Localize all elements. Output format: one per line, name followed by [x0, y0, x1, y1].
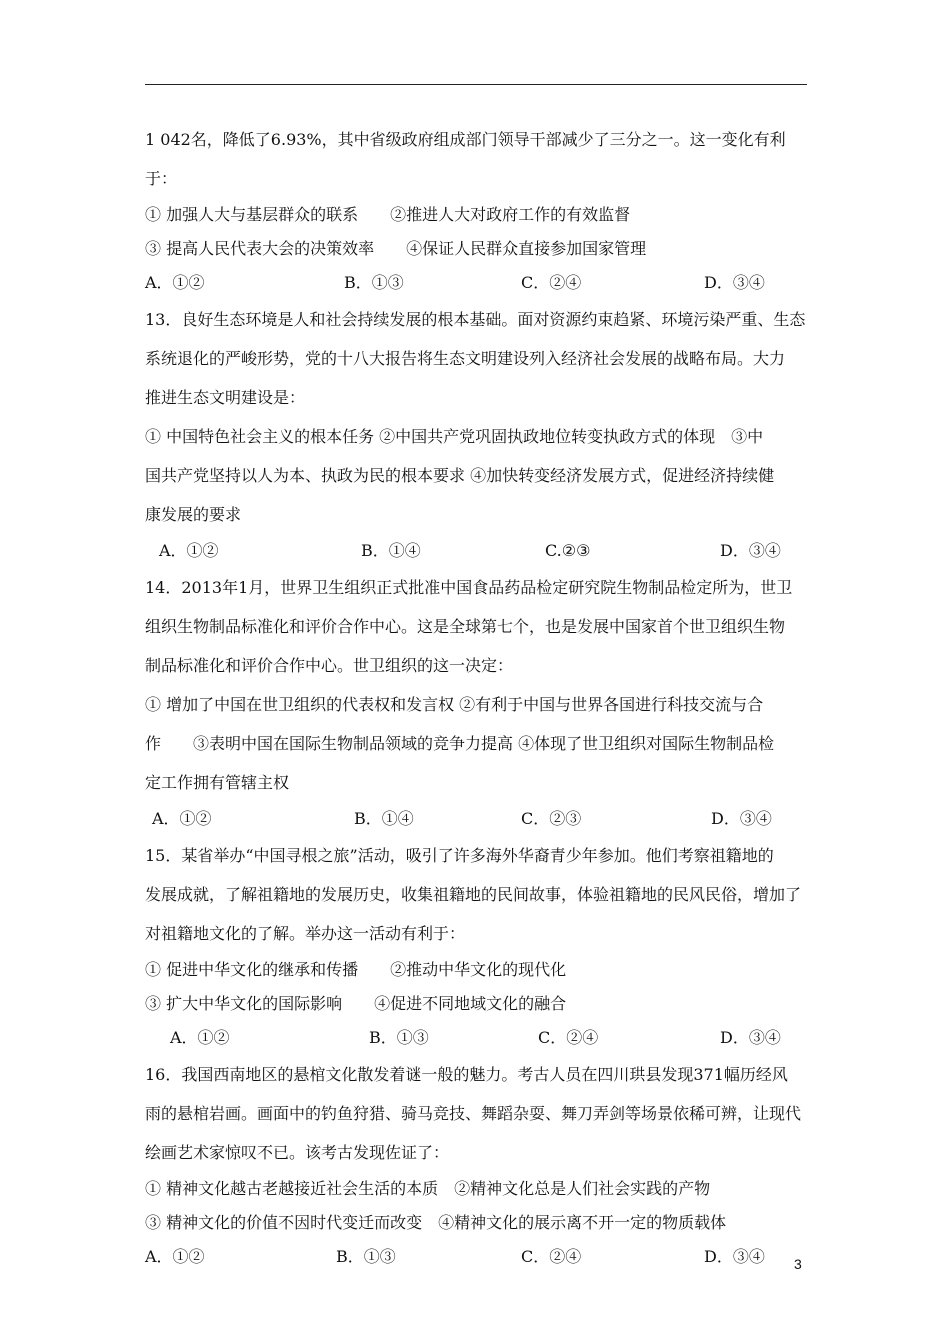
question-stem-line: 于：	[145, 169, 178, 188]
question-item-line: 康发展的要求	[145, 505, 242, 524]
question-13	[145, 300, 807, 568]
page-content	[145, 120, 807, 1274]
option-c: C.②③	[545, 541, 591, 560]
question-stem-line: 绘画艺术家惊叹不已。该考古发现佐证了：	[145, 1143, 450, 1162]
option-a: A．①②	[152, 809, 212, 828]
question-item-line: ① 中国特色社会主义的根本任务 ②中国共产党巩固执政地位转变执政方式的体现 ③中	[145, 427, 764, 446]
question-stem-line: 系统退化的严峻形势，党的十八大报告将生态文明建设列入经济社会发展的战略布局。大力	[145, 349, 786, 368]
question-stem-line: 发展成就，了解祖籍地的发展历史，收集祖籍地的民间故事，体验祖籍地的民风民俗，增加了	[145, 885, 802, 904]
question-item-line: 国共产党坚持以人为本、执政为民的根本要求 ④加快转变经济发展方式，促进经济持续健	[145, 466, 775, 485]
option-c: C．②③	[521, 809, 582, 828]
question-item-line: 作 ③表明中国在国际生物制品领域的竞争力提高 ④体现了世卫组织对国际生物制品检	[145, 734, 775, 753]
option-d: D．③④	[720, 541, 781, 560]
option-d: D．③④	[704, 273, 765, 292]
question-stem-line: 14．2013年1月，世界卫生组织正式批准中国食品药品检定研究院生物制品检定所为，世卫	[145, 578, 793, 597]
option-a: A．①②	[159, 541, 219, 560]
question-item-line: 定工作拥有管辖主权	[145, 773, 290, 792]
question-15	[145, 836, 807, 1055]
answer-options	[145, 534, 807, 568]
question-stem-line: 推进生态文明建设是：	[145, 388, 306, 407]
option-b: B．①③	[369, 1028, 429, 1047]
question-stem-line: 15．某省举办“中国寻根之旅”活动，吸引了许多海外华裔青少年参加。他们考察祖籍地的	[145, 846, 774, 865]
question-stem-line: 制品标准化和评价合作中心。世卫组织的这一决定：	[145, 656, 514, 675]
option-a: A．①②	[170, 1028, 230, 1047]
question-stem-line: 16．我国西南地区的悬棺文化散发着谜一般的魅力。考古人员在四川珙县发现371幅历经风	[145, 1065, 788, 1084]
answer-options	[145, 1240, 807, 1274]
page-number: 3	[794, 1256, 802, 1272]
question-stem-line: 13．良好生态环境是人和社会持续发展的根本基础。面对资源约束趋紧、环境污染严重、生态	[145, 310, 806, 329]
option-b: B．①③	[344, 273, 404, 292]
question-item-line: ① 精神文化越古老越接近社会生活的本质 ②精神文化总是人们社会实践的产物	[145, 1179, 711, 1198]
option-d: D．③④	[704, 1247, 765, 1266]
option-d: D．③④	[720, 1028, 781, 1047]
question-stem-line: 对祖籍地文化的了解。举办这一活动有利于：	[145, 924, 466, 943]
option-b: B．①④	[361, 541, 421, 560]
question-12	[145, 120, 807, 300]
question-stem-line: 雨的悬棺岩画。画面中的钓鱼狩猎、骑马竞技、舞蹈杂耍、舞刀弄剑等场景依稀可辨，让现代	[145, 1104, 802, 1123]
header-rule	[145, 84, 807, 85]
question-stem-line: 1 042名，降低了6.93%，其中省级政府组成部门领导干部减少了三分之一。这一变化有利	[145, 130, 786, 149]
option-b: B．①④	[354, 809, 414, 828]
question-item-line: ③ 提高人民代表大会的决策效率 ④保证人民群众直接参加国家管理	[145, 239, 647, 258]
option-c: C．②④	[521, 1247, 582, 1266]
option-d: D．③④	[711, 809, 772, 828]
option-c: C．②④	[521, 273, 582, 292]
question-14	[145, 568, 807, 836]
question-16	[145, 1055, 807, 1274]
question-item-line: ① 增加了中国在世卫组织的代表权和发言权 ②有利于中国与世界各国进行科技交流与合	[145, 695, 764, 714]
option-a: A．①②	[145, 273, 205, 292]
question-stem-line: 组织生物制品标准化和评价合作中心。这是全球第七个，也是发展中国家首个世卫组织生物	[145, 617, 786, 636]
question-item-line: ③ 扩大中华文化的国际影响 ④促进不同地域文化的融合	[145, 994, 567, 1013]
option-a: A．①②	[145, 1247, 205, 1266]
question-item-line: ① 加强人大与基层群众的联系 ②推进人大对政府工作的有效监督	[145, 205, 631, 224]
option-c: C．②④	[538, 1028, 599, 1047]
question-item-line: ① 促进中华文化的继承和传播 ②推动中华文化的现代化	[145, 960, 567, 979]
option-b: B．①③	[336, 1247, 396, 1266]
question-item-line: ③ 精神文化的价值不因时代变迁而改变 ④精神文化的展示离不开一定的物质载体	[145, 1213, 727, 1232]
answer-options	[145, 1021, 807, 1055]
answer-options	[145, 802, 807, 836]
answer-options	[145, 266, 807, 300]
